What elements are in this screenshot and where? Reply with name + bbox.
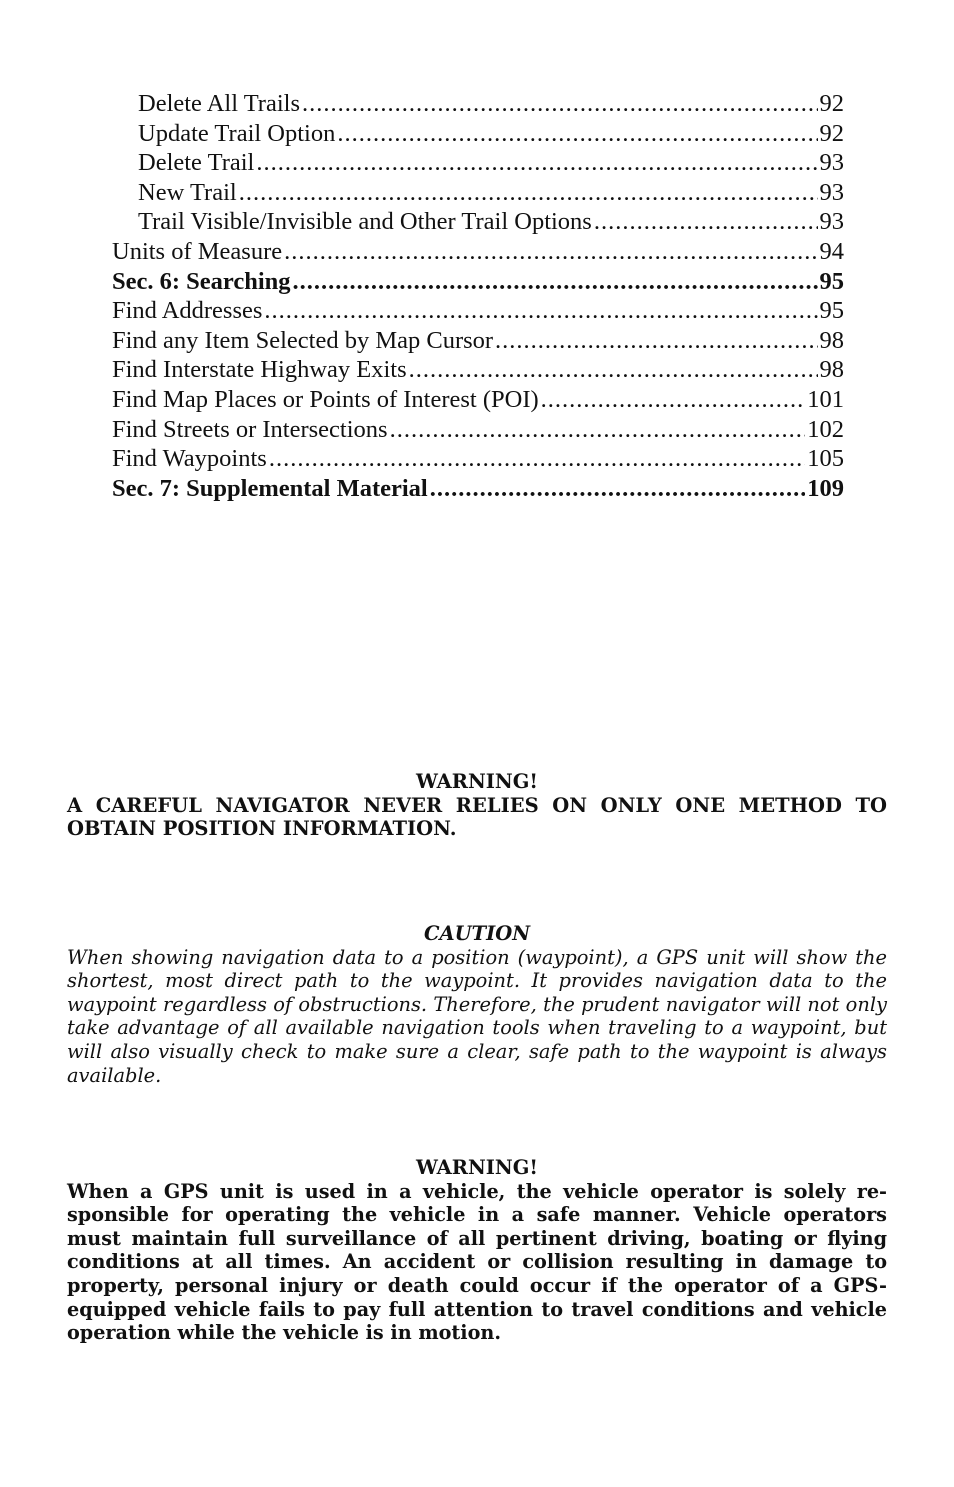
- toc-entry-title: Find Map Places or Points of Interest (POI): [112, 385, 539, 413]
- toc-dot-leader: [256, 148, 817, 178]
- toc-entry-page: 94: [819, 237, 844, 265]
- toc-entry-page: 105: [807, 445, 844, 473]
- toc-entry-page: 102: [807, 415, 844, 443]
- caution-body: When showing navigation data to a position (waypoint), a GPS unit will show the shortest, most direct path to the waypoint. It provides navigation data to the waypoint regardless of obstructions. Therefore, the prudent navigator will not only take advantage of all available navigation tools when traveling to a waypoint, but will also visually check to make sure a clear, safe path to the waypoint is always available.: [67, 945, 887, 1087]
- toc-entry: [112, 415, 844, 445]
- warning-notice-vehicle: [67, 1156, 887, 1345]
- toc-dot-leader: [390, 415, 806, 445]
- toc-entry-title: Sec. 7: Supplemental Material: [112, 474, 428, 502]
- toc-entry-title: Sec. 6: Searching: [112, 267, 291, 295]
- toc-entry-page: 95: [819, 297, 844, 325]
- toc-entry: [112, 148, 844, 178]
- warning-body: When a GPS unit is used in a vehicle, the vehicle operator is solely responsible for operating the vehicle in a safe manner. Vehicle operators must maintain full surveillance of all pertinent driving, boating or flying conditions at all times. An accident or collision resulting in damage to property, personal injury or death could occur if the operator of a GPS-equipped vehicle fails to pay full attention to travel conditions and vehicle operation while the vehicle is in motion.: [67, 1179, 887, 1345]
- toc-entry: [112, 444, 844, 474]
- toc-entry-page: 109: [807, 474, 844, 502]
- toc-entry: [112, 178, 844, 208]
- toc-dot-leader: [239, 178, 818, 208]
- warning-body: A CAREFUL NAVIGATOR NEVER RELIES ON ONLY ONE METHOD TO OBTAIN POSITION INFORMATION.: [67, 793, 887, 841]
- toc-entry-page: 101: [807, 385, 844, 413]
- toc-entry: [112, 237, 844, 267]
- toc-dot-leader: [541, 385, 806, 415]
- warning-heading: WARNING!: [416, 770, 538, 793]
- toc-entry: [112, 119, 844, 149]
- toc-entry: [112, 326, 844, 356]
- toc-dot-leader: [495, 326, 817, 356]
- toc-dot-leader: [337, 119, 817, 149]
- toc-entry-title: Find Waypoints: [112, 445, 267, 473]
- toc-dot-leader: [264, 296, 817, 326]
- toc-entry-title: Find Interstate Highway Exits: [112, 356, 407, 384]
- toc-entry-title: New Trail: [138, 178, 237, 206]
- toc-entry-title: Find any Item Selected by Map Cursor: [112, 326, 494, 354]
- toc-entry-page: 95: [819, 267, 844, 295]
- toc-dot-leader: [302, 89, 818, 119]
- toc-entry-title: Delete Trail: [138, 149, 255, 177]
- warning-heading: WARNING!: [416, 1156, 538, 1179]
- toc-dot-leader: [293, 267, 818, 297]
- toc-entry-title: Update Trail Option: [138, 119, 336, 147]
- toc-dot-leader: [409, 355, 818, 385]
- toc-entry: [112, 207, 844, 237]
- toc-entry-page: 98: [819, 356, 844, 384]
- toc-entry: [112, 385, 844, 415]
- toc-entry-title: Units of Measure: [112, 237, 283, 265]
- toc-dot-leader: [284, 237, 817, 267]
- toc-entry-title: Find Addresses: [112, 297, 263, 325]
- toc-entry-title: Trail Visible/Invisible and Other Trail Options: [138, 208, 592, 236]
- toc-entry-title: Find Streets or Intersections: [112, 415, 388, 443]
- toc-entry: [112, 474, 844, 504]
- toc-dot-leader: [269, 444, 805, 474]
- toc-entry-page: 92: [819, 90, 844, 117]
- caution-heading: CAUTION: [423, 922, 531, 945]
- toc-entry-page: 92: [819, 119, 844, 147]
- toc-entry: [112, 296, 844, 326]
- toc-entry-page: 93: [819, 149, 844, 177]
- toc-entry-title: Delete All Trails: [138, 90, 300, 117]
- toc-entry: [112, 267, 844, 297]
- table-of-contents: [112, 89, 844, 503]
- warning-notice-navigation: [67, 770, 887, 841]
- toc-dot-leader: [594, 207, 818, 237]
- toc-dot-leader: [430, 474, 806, 504]
- toc-entry-page: 93: [819, 208, 844, 236]
- toc-entry-page: 98: [819, 326, 844, 354]
- caution-notice: [67, 922, 887, 1087]
- toc-entry: [112, 355, 844, 385]
- toc-entry-page: 93: [819, 178, 844, 206]
- toc-entry: [112, 89, 844, 119]
